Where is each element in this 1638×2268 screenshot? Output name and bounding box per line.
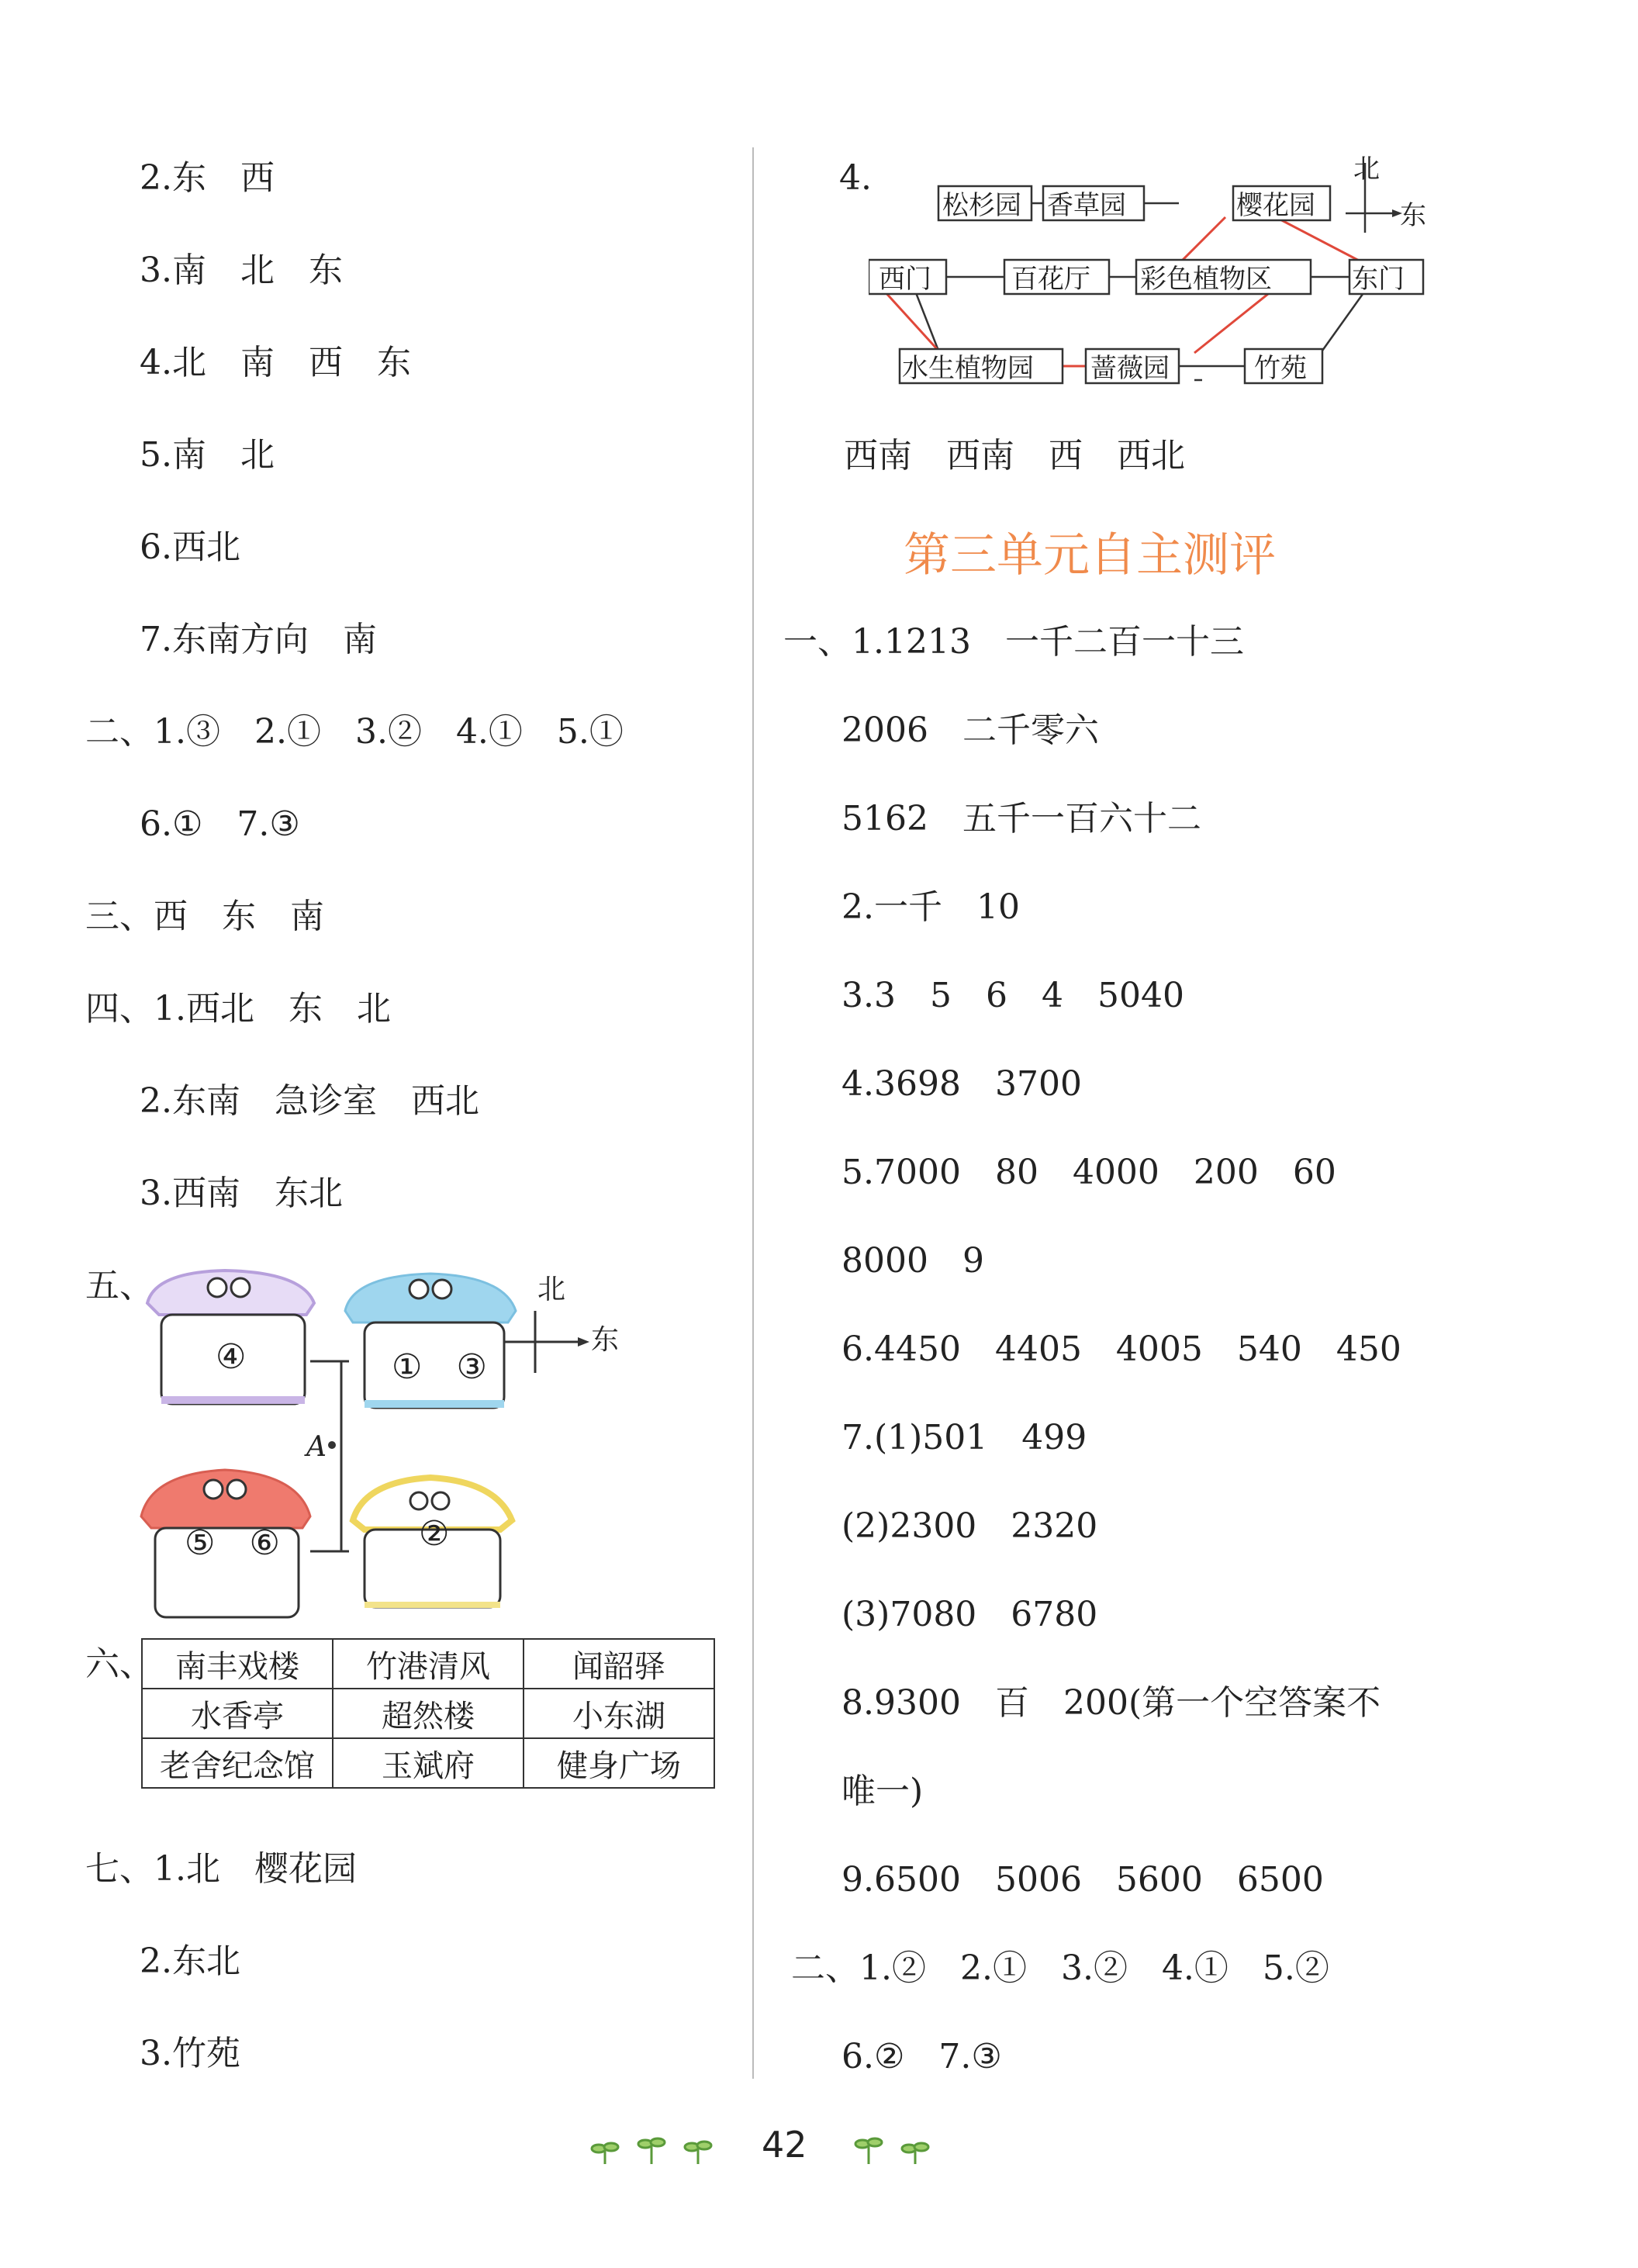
- map-node-qiangwei: 蔷薇园: [1090, 353, 1170, 384]
- left-line-8: 6.① 7.③: [140, 804, 300, 844]
- compass-north: 北: [537, 1274, 566, 1305]
- right-line-9: 6.4450 4405 4005 540 450: [841, 1329, 1401, 1369]
- right-line-12: (3)7080 6780: [841, 1595, 1098, 1634]
- map-node-shuisheng: 水生植物园: [902, 353, 1034, 384]
- right-line-5: 3.3 5 6 4 5040: [841, 976, 1184, 1015]
- table-cell: 水香亭: [142, 1689, 333, 1738]
- map-node-ximen: 西门: [879, 264, 931, 295]
- q5-label: 五、: [85, 1266, 154, 1305]
- right-line-8: 8000 9: [841, 1241, 984, 1281]
- q4-label: 4.: [839, 158, 872, 198]
- left-line-14: 2.东北: [140, 1941, 240, 1981]
- map-compass-north: 北: [1353, 154, 1380, 185]
- house-4-label: ②: [419, 1514, 450, 1554]
- right-line-1: 一、1.1213 一千二百一十三: [783, 622, 1244, 662]
- left-line-2: 3.南 北 东: [140, 251, 343, 290]
- left-line-6: 7.东南方向 南: [140, 620, 377, 659]
- table-cell: 闻韶驿: [524, 1639, 714, 1689]
- compass-east: 东: [591, 1324, 620, 1356]
- table-row: [142, 1689, 714, 1738]
- sprout-decoration-left: [589, 2125, 745, 2172]
- right-line-7: 5.7000 80 4000 200 60: [841, 1153, 1336, 1192]
- left-line-4: 5.南 北: [140, 435, 275, 475]
- answer-table: [141, 1638, 715, 1789]
- table-row: [142, 1639, 714, 1689]
- left-line-12: 3.西南 东北: [140, 1174, 343, 1213]
- right-line-14: 唯一): [841, 1772, 924, 1811]
- column-divider: [752, 147, 754, 2079]
- table-cell: 竹港清风: [333, 1639, 524, 1689]
- right-line-4: 2.一千 10: [841, 887, 1020, 927]
- left-line-1: 2.东 西: [140, 158, 275, 198]
- left-line-3: 4.北 南 西 东: [140, 343, 411, 382]
- table-cell: 健身广场: [524, 1738, 714, 1788]
- map-node-songshan: 松杉园: [942, 190, 1021, 221]
- table-row: [142, 1738, 714, 1788]
- map-node-zhuyuan: 竹苑: [1254, 353, 1307, 384]
- right-line-17: 6.② 7.③: [841, 2037, 1002, 2076]
- left-line-11: 2.东南 急诊室 西北: [140, 1081, 479, 1121]
- table-cell: 超然楼: [333, 1689, 524, 1738]
- right-line-10: 7.(1)501 499: [841, 1418, 1087, 1457]
- house-1-label: ④: [216, 1337, 247, 1377]
- right-line-3: 5162 五千一百六十二: [841, 799, 1201, 838]
- table-cell: 小东湖: [524, 1689, 714, 1738]
- sprout-decoration-right: [853, 2125, 962, 2172]
- left-line-10: 四、1.西北 东 北: [85, 989, 391, 1029]
- map-node-dongmen: 东门: [1352, 264, 1405, 295]
- right-line-15: 9.6500 5006 5600 6500: [841, 1860, 1324, 1900]
- house-3-label: ⑤ ⑥: [185, 1523, 280, 1563]
- left-line-5: 6.西北: [140, 527, 240, 567]
- page-number: 42: [762, 2124, 807, 2166]
- map-node-baihua: 百花厅: [1011, 264, 1090, 295]
- right-line-2: 2006 二千零六: [841, 710, 1099, 750]
- table-cell: 老舍纪念馆: [142, 1738, 333, 1788]
- q4-answer: 西南 西南 西 西北: [844, 436, 1185, 475]
- left-line-13: 七、1.北 樱花园: [85, 1849, 357, 1889]
- house-2-label: ① ③: [392, 1347, 487, 1387]
- left-line-15: 3.竹苑: [140, 2034, 240, 2073]
- map-compass-east: 东: [1400, 200, 1426, 231]
- right-line-11: (2)2300 2320: [841, 1506, 1098, 1546]
- map-node-yinghua: 樱花园: [1236, 190, 1315, 221]
- point-a-label: A: [306, 1431, 327, 1463]
- right-line-6: 4.3698 3700: [841, 1064, 1082, 1104]
- section-title: 第三单元自主测评: [904, 528, 1276, 583]
- q6-label: 六、: [85, 1644, 154, 1684]
- right-line-13: 8.9300 百 200(第一个空答案不: [841, 1683, 1381, 1723]
- table-cell: 南丰戏楼: [142, 1639, 333, 1689]
- map-node-caise: 彩色植物区: [1140, 264, 1272, 295]
- map-node-xiangcao: 香草园: [1047, 190, 1126, 221]
- left-line-7: 二、1.③ 2.① 3.② 4.① 5.①: [85, 712, 624, 752]
- houses-diagram: [132, 1257, 830, 1660]
- table-cell: 玉斌府: [333, 1738, 524, 1788]
- right-line-16: 二、1.② 2.① 3.② 4.① 5.②: [791, 1948, 1329, 1988]
- left-line-9: 三、西 东 南: [85, 897, 324, 936]
